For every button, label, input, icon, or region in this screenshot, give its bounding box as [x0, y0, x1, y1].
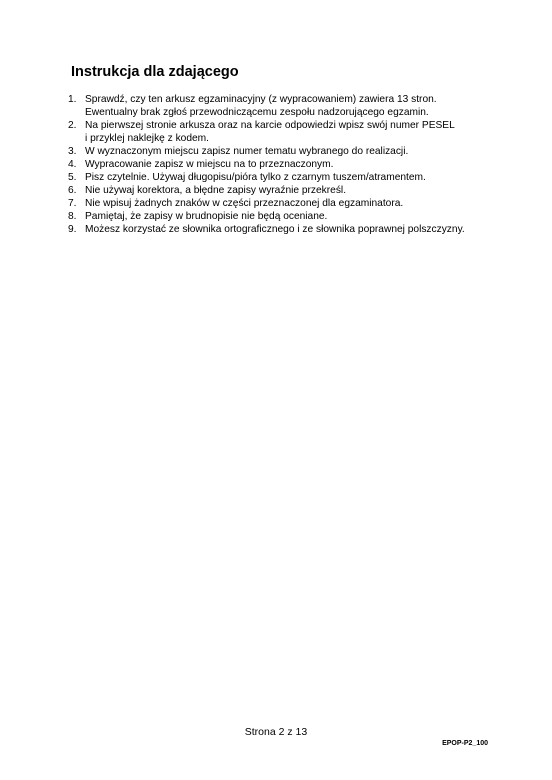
instruction-item-7	[68, 197, 508, 210]
instruction-number: 8.	[68, 211, 77, 222]
instruction-item-3	[68, 145, 508, 158]
exam-code: EPOP-P2_100	[442, 740, 488, 747]
instruction-number: 5.	[68, 172, 77, 183]
instruction-item-5	[68, 171, 508, 184]
instruction-item-9	[68, 223, 508, 236]
instruction-text: Na pierwszej stronie arkusza oraz na karcie odpowiedzi wpisz swój numer PESEL i przyklej naklejkę z kodem.	[85, 120, 455, 144]
instruction-number: 3.	[68, 146, 77, 157]
instruction-number: 2.	[68, 120, 77, 131]
instruction-item-8	[68, 210, 508, 223]
instruction-text: Sprawdź, czy ten arkusz egzaminacyjny (z wypracowaniem) zawiera 13 stron. Ewentualny brak zgłoś przewodniczącemu zespołu nadzorującego egzamin.	[85, 94, 437, 118]
instruction-item-6	[68, 184, 508, 197]
instruction-number: 9.	[68, 224, 77, 235]
instruction-number: 1.	[68, 94, 77, 105]
instruction-item-4	[68, 158, 508, 171]
instruction-number: 7.	[68, 198, 77, 209]
instruction-text: Pamiętaj, że zapisy w brudnopisie nie będą oceniane.	[85, 211, 328, 222]
instruction-text: Pisz czytelnie. Używaj długopisu/pióra tylko z czarnym tuszem/atramentem.	[85, 172, 426, 183]
instruction-text: W wyznaczonym miejscu zapisz numer tematu wybranego do realizacji.	[85, 146, 409, 157]
instruction-text: Nie używaj korektora, a błędne zapisy wyraźnie przekreśl.	[85, 185, 347, 196]
instruction-item-2	[68, 119, 508, 145]
page-number: Strona 2 z 13	[244, 726, 308, 738]
instruction-text: Nie wpisuj żadnych znaków w części przeznaczonej dla egzaminatora.	[85, 198, 404, 209]
instructions-heading: Instrukcja dla zdającego	[71, 64, 239, 80]
instruction-number: 4.	[68, 159, 77, 170]
instruction-text: Możesz korzystać ze słownika ortograficznego i ze słownika poprawnej polszczyzny.	[85, 224, 465, 235]
instruction-text: Wypracowanie zapisz w miejscu na to przeznaczonym.	[85, 159, 334, 170]
instruction-number: 6.	[68, 185, 77, 196]
instructions-list	[68, 93, 508, 236]
instruction-item-1	[68, 93, 508, 119]
